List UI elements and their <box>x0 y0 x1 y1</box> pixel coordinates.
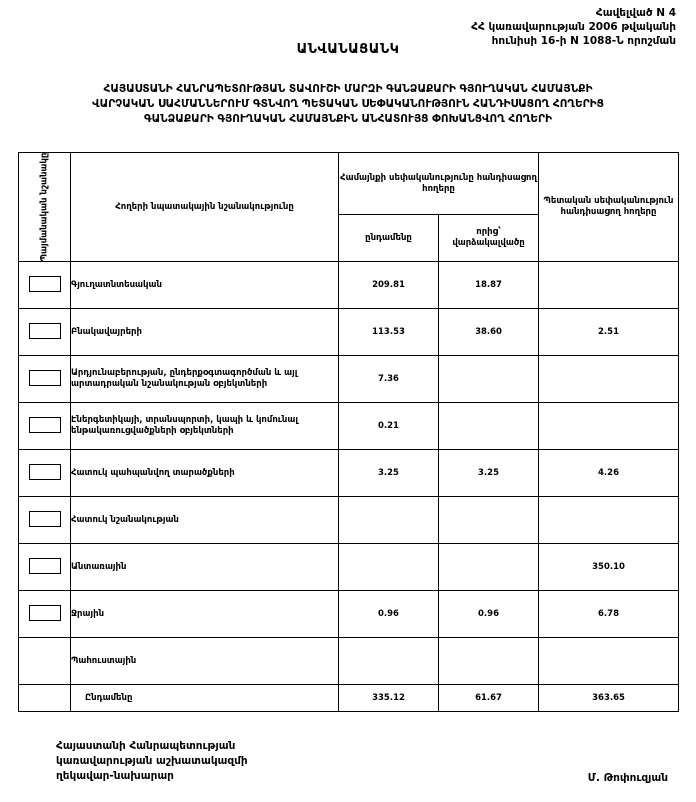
table-row <box>19 497 679 544</box>
legend-swatch <box>29 464 61 480</box>
page-title: ԱՆՎԱՆԱՑԱՆԿ <box>296 42 400 57</box>
subtitle-line-3: ԳԱՆՁԱՔԱՐԻ ԳՅՈՒՂԱԿԱՆ ՀԱՄԱՅՆՔԻՆ ԱՆՀԱՏՈՒՅՑ ՓՈԽԱՆՑՎՈՂ ՀՈՂԵՐԻ <box>143 113 553 125</box>
total-row-label: Ընդամենը <box>71 685 339 712</box>
row-community-total: 209.81 <box>339 262 439 309</box>
row-checkbox-cell[interactable] <box>19 591 71 638</box>
signatory-line-3: ղեկավար-նախարար <box>56 770 174 782</box>
row-community-leased <box>439 497 539 544</box>
signature-name: Մ. Թոփուզյան <box>587 772 668 784</box>
column-header-order-label: Պայմանական նշանակը <box>39 152 49 262</box>
table-row <box>19 544 679 591</box>
row-checkbox-cell[interactable] <box>19 403 71 450</box>
row-state-total: 350.10 <box>539 544 679 591</box>
table-body <box>19 262 679 712</box>
row-community-total <box>339 544 439 591</box>
row-label: Գյուղատնտեսական <box>71 262 339 309</box>
row-label: Անտառային <box>71 544 339 591</box>
row-checkbox-cell[interactable] <box>19 497 71 544</box>
row-state-total: 2.51 <box>539 309 679 356</box>
legend-swatch <box>29 511 61 527</box>
row-state-total <box>539 356 679 403</box>
legend-swatch <box>29 370 61 386</box>
row-community-leased <box>439 638 539 685</box>
subtitle-line-2: ՎԱՐՉԱԿԱՆ ՍԱՀՄԱՆՆԵՐՈՒՄ ԳՏՆՎՈՂ ՊԵՏԱԿԱՆ ՍԵՓԱԿԱՆՈՒԹՅՈՒՆ ՀԱՆԴԻՍԱՑՈՂ ՀՈՂԵՐԻՑ <box>92 98 604 110</box>
row-community-total <box>339 497 439 544</box>
table-row <box>19 638 679 685</box>
table-row <box>19 450 679 497</box>
row-community-leased: 38.60 <box>439 309 539 356</box>
total-community-leased: 61.67 <box>439 685 539 712</box>
row-state-total: 4.26 <box>539 450 679 497</box>
row-state-total <box>539 638 679 685</box>
row-state-total <box>539 403 679 450</box>
column-header-community-total: ընդամենը <box>339 215 439 262</box>
row-state-total: 6.78 <box>539 591 679 638</box>
row-checkbox-cell[interactable] <box>19 638 71 685</box>
row-community-total: 3.25 <box>339 450 439 497</box>
annex-authority: ՀՀ կառավարության 2006 թվականի <box>471 21 676 33</box>
row-community-leased: 18.87 <box>439 262 539 309</box>
row-community-total: 113.53 <box>339 309 439 356</box>
row-label: Ջրային <box>71 591 339 638</box>
row-label: Հատուկ պահպանվող տարածքների <box>71 450 339 497</box>
legend-swatch <box>29 417 61 433</box>
table-row <box>19 262 679 309</box>
row-community-leased: 0.96 <box>439 591 539 638</box>
row-checkbox-cell[interactable] <box>19 450 71 497</box>
row-checkbox-cell[interactable] <box>19 544 71 591</box>
signatory-line-2: կառավարության աշխատակազմի <box>56 755 248 767</box>
table-header <box>19 153 679 262</box>
legend-swatch <box>29 323 61 339</box>
row-state-total <box>539 262 679 309</box>
column-header-name: Հողերի նպատակային նշանակությունը <box>71 153 339 262</box>
row-community-leased: 3.25 <box>439 450 539 497</box>
column-header-order <box>19 153 71 262</box>
row-checkbox-cell[interactable] <box>19 356 71 403</box>
table-total-row <box>19 685 679 712</box>
row-label: Բնակավայրերի <box>71 309 339 356</box>
row-checkbox-cell[interactable] <box>19 309 71 356</box>
land-table <box>18 152 679 712</box>
document-subtitle <box>38 82 658 127</box>
row-community-leased <box>439 356 539 403</box>
table-row <box>19 356 679 403</box>
signatory-block <box>56 739 248 784</box>
row-community-total: 7.36 <box>339 356 439 403</box>
column-header-community-group: Համայնքի սեփականությունը հանդիսացող հողերը <box>339 153 539 215</box>
annex-number: Հավելված N 4 <box>595 7 676 19</box>
row-community-total: 0.21 <box>339 403 439 450</box>
total-row-order-cell <box>19 685 71 712</box>
subtitle-line-1: ՀԱՅԱՍՏԱՆԻ ՀԱՆՐԱՊԵՏՈՒԹՅԱՆ ՏԱՎՈՒՇԻ ՄԱՐԶԻ ԳԱՆՁԱՔԱՐԻ ԳՅՈՒՂԱԿԱՆ ՀԱՄԱՅՆՔԻ <box>103 83 593 95</box>
legend-swatch <box>29 558 61 574</box>
column-header-community-leased: որից՝ վարձակալվածը <box>439 215 539 262</box>
row-state-total <box>539 497 679 544</box>
table-row <box>19 403 679 450</box>
total-community-total: 335.12 <box>339 685 439 712</box>
signatory-line-1: Հայաստանի Հանրապետության <box>56 740 236 752</box>
annex-decision: հունիսի 16-ի N 1088-Ն որոշման <box>491 35 676 47</box>
table-row <box>19 591 679 638</box>
total-state-total: 363.65 <box>539 685 679 712</box>
legend-swatch <box>29 605 61 621</box>
legend-swatch <box>29 276 61 292</box>
row-label: Պահուստային <box>71 638 339 685</box>
row-label: Արդյունաբերության, ընդերքօգտագործման և այլ արտադրական նշանակության օբյեկտների <box>71 356 339 403</box>
row-label: Էներգետիկայի, տրանսպորտի, կապի և կոմունալ ենթակառուցվածքների օբյեկտների <box>71 403 339 450</box>
column-header-state: Պետական սեփականություն հանդիսացող հողերը <box>539 153 679 262</box>
row-checkbox-cell[interactable] <box>19 262 71 309</box>
row-community-total <box>339 638 439 685</box>
table-row <box>19 309 679 356</box>
row-label: Հատուկ նշանակության <box>71 497 339 544</box>
land-table-container <box>18 152 678 712</box>
row-community-total: 0.96 <box>339 591 439 638</box>
row-community-leased <box>439 403 539 450</box>
row-community-leased <box>439 544 539 591</box>
